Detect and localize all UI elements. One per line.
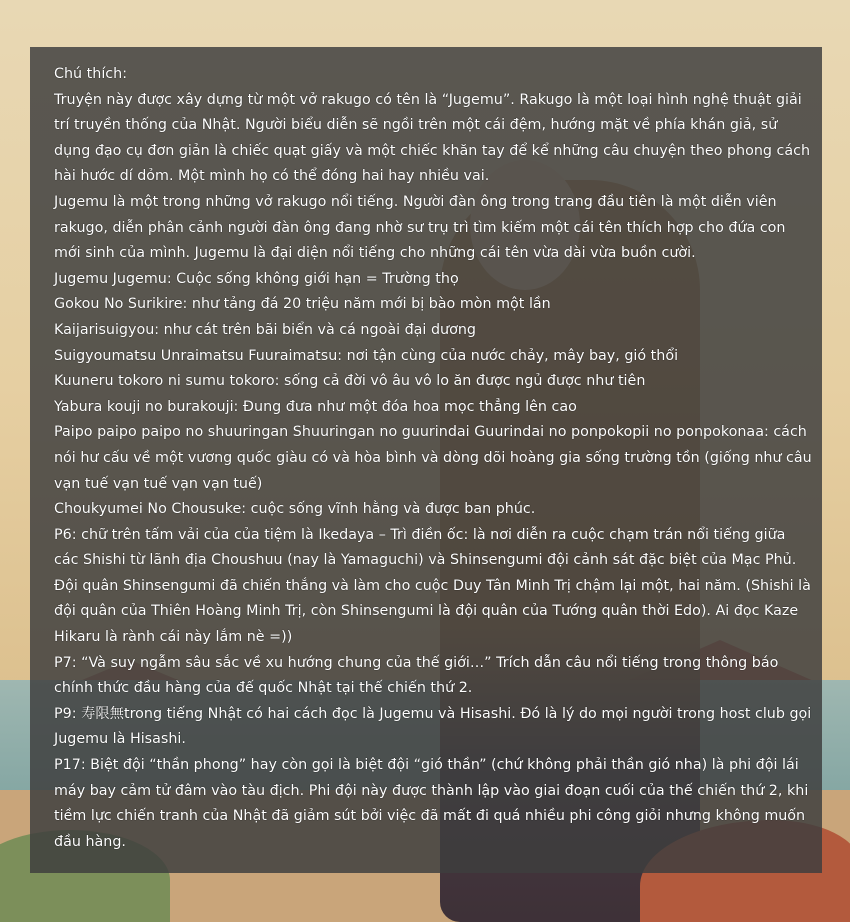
notes-heading: Chú thích: [54, 66, 128, 82]
note-paragraph: Truyện này được xây dựng từ một vở rakugo có tên là “Jugemu”. Rakugo là một loại hình nghệ thuật giải trí truyền thống của Nhật. Người biểu diễn sẽ ngồi trên một cái đệm, hướng mặt về phía khán giả, sử dụng đạo cụ đơn giản là chiếc quạt giấy và một chiếc khăn tay để kể những câu chuyện theo phong cách hài hước dí dỏm. Một mình họ có thể đóng hai hay nhiều vai. [54, 91, 811, 185]
note-paragraph: Jugemu là một trong những vở rakugo nổi tiếng. Người đàn ông trong trang đầu tiên là một diễn viên rakugo, diễn phân cảnh người đàn ông đang nhờ sư trụ trì tìm kiếm một cái tên thích hợp cho đứa con mới sinh của mình. Jugemu là đại diện nổi tiếng cho những cái tên vừa dài vừa buồn cười. [54, 193, 786, 262]
note-paragraph: Gokou No Surikire: như tảng đá 20 triệu năm mới bị bào mòn một lần [54, 296, 551, 313]
note-paragraph: Yabura kouji no burakouji: Đung đưa như một đóa hoa mọc thẳng lên cao [54, 398, 577, 415]
note-paragraph: Jugemu Jugemu: Cuộc sống không giới hạn = Trường thọ [54, 270, 459, 287]
note-paragraph: P7: “Và suy ngẫm sâu sắc về xu hướng chung của thế giới…” Trích dẫn câu nổi tiếng trong thông báo chính thức đầu hàng của đế quốc Nhật tại thế chiến thứ 2. [54, 654, 779, 697]
note-paragraph: Kuuneru tokoro ni sumu tokoro: sống cả đời vô âu vô lo ăn được ngủ được như tiên [54, 373, 646, 390]
note-paragraph: Paipo paipo paipo no shuuringan Shuuringan no guurindai Guurindai no ponpokopii no ponpokonaa: cách nói hư cấu về một vương quốc giàu có và hòa bình và dòng dõi hoàng gia sống trường tồn (giống như câu vạn tuế vạn tuế vạn vạn tuế) [54, 424, 812, 492]
note-paragraph: P6: chữ trên tấm vải của của tiệm là Ikedaya – Trì điền ốc: là nơi diễn ra cuộc chạm trán nổi tiếng giữa các Shishi từ lãnh địa Choushuu (nay là Yamaguchi) và Shinsengumi đội cảnh sát đặc biệt của Mạc Phủ. Đội quân Shinsengumi đã chiến thắng và làm cho cuộc Duy Tân Minh Trị chậm lại một, hai năm. (Shishi là đội quân của Thiên Hoàng Minh Trị, còn Shinsengumi là đội quân của Tướng quân thời Edo). Ai đọc Kaze Hikaru là rành cái này lắm nè =)) [54, 526, 811, 646]
note-paragraph: Suigyoumatsu Unraimatsu Fuuraimatsu: nơi tận cùng của nước chảy, mây bay, gió thổi [54, 347, 679, 364]
note-paragraph: Choukyumei No Chousuke: cuộc sống vĩnh hằng và được ban phúc. [54, 501, 536, 518]
note-paragraph: Kaijarisuigyou: như cát trên bãi biển và cá ngoài đại dương [54, 321, 476, 338]
translator-notes [54, 62, 814, 855]
note-paragraph: P17: Biệt đội “thần phong” hay còn gọi là biệt đội “gió thần” (chứ không phải thần gió nha) là phi đội lái máy bay cảm tử đâm vào tàu địch. Phi đội này được thành lập vào giai đoạn cuối của thế chiến thứ 2, khi tiềm lực chiến tranh của Nhật đã giảm sút bởi việc đã mất đi quá nhiều phi công giỏi nhưng không muốn đầu hàng. [54, 757, 809, 850]
note-paragraph: P9: 寿限無trong tiếng Nhật có hai cách đọc là Jugemu và Hisashi. Đó là lý do mọi người trong host club gọi Jugemu là Hisashi. [54, 705, 812, 748]
